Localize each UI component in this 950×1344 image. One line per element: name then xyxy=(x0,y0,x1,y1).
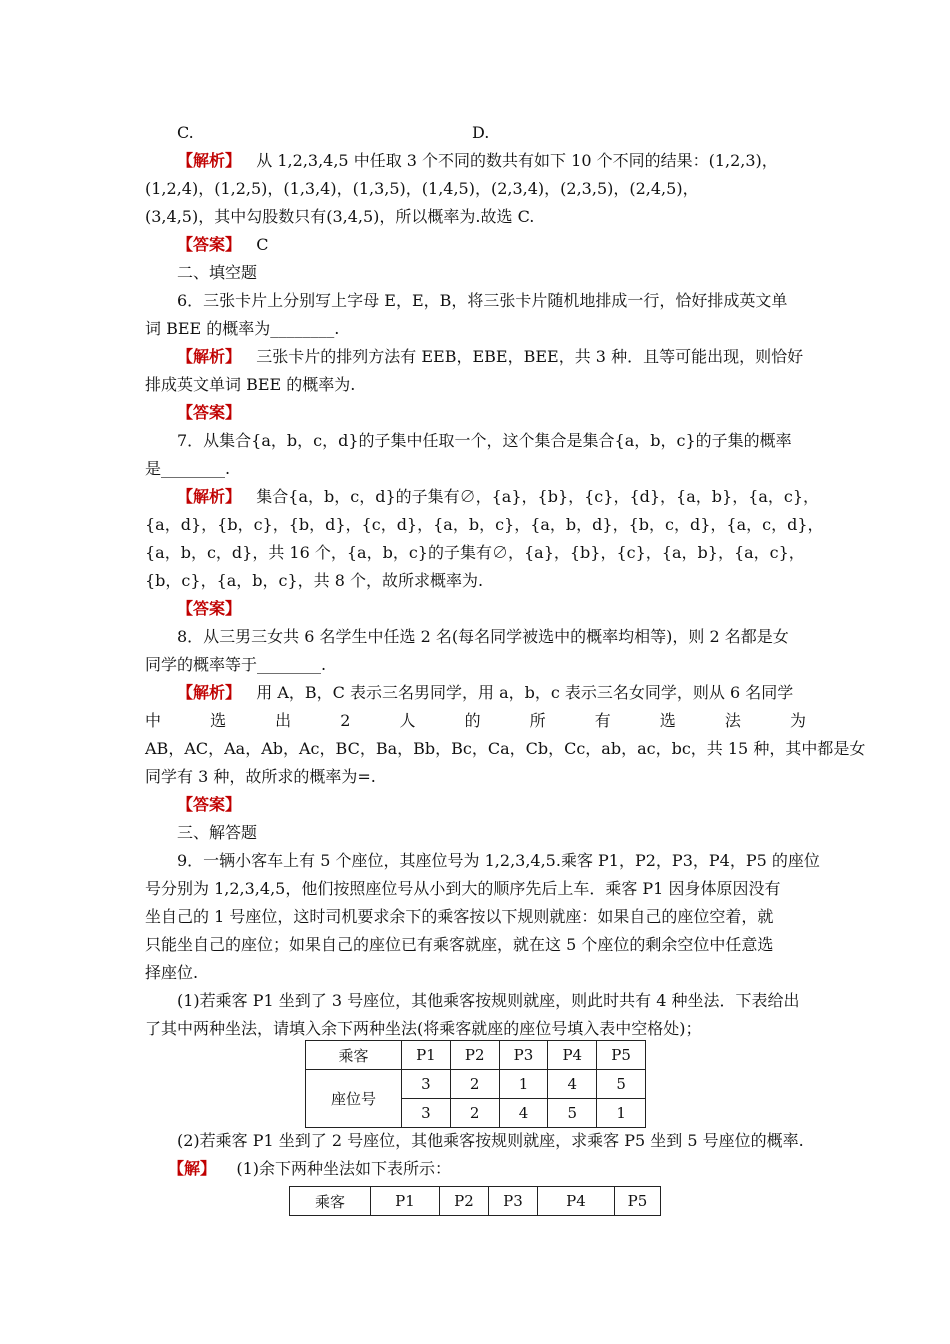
text: 从 1,2,3,4,5 中任取 3 个不同的数共有如下 10 个不同的结果：(1,2,3)， xyxy=(256,151,778,170)
header-cell: 乘客 xyxy=(290,1187,371,1216)
text-line: 同学的概率等于________. xyxy=(145,655,327,674)
answer-value: C xyxy=(256,235,269,254)
text-line: 只能坐自己的座位；如果自己的座位已有乘客就座，就在这 5 个座位的剩余空位中任意选 xyxy=(145,935,774,954)
header-cell: P2 xyxy=(440,1187,489,1216)
solution-tag: 【解】 xyxy=(168,1159,217,1178)
text-line: (3,4,5)，其中勾股数只有(3,4,5)，所以概率为.故选 C. xyxy=(145,207,535,226)
text-line: {b，c}，{a，b，c}，共 8 个，故所求概率为. xyxy=(145,571,484,590)
answer-tag-label: 【答案】 xyxy=(177,599,242,618)
table-cell: 2 xyxy=(450,1099,499,1128)
question-7: 7．从集合{a，b，c，d}的子集中任取一个，这个集合是集合{a，b，c}的子集的概率 xyxy=(177,431,792,450)
text-line: 号分别为 1,2,3,4,5，他们按照座位号从小到大的顺序先后上车．乘客 P1 因身体原因没有 xyxy=(145,879,781,898)
answer-tag-label: 【答案】 xyxy=(177,403,242,422)
table-row xyxy=(306,1070,646,1099)
word: 选 xyxy=(210,711,227,730)
header-cell: P4 xyxy=(538,1187,615,1216)
header-cell: P3 xyxy=(489,1187,538,1216)
solution-line xyxy=(168,1158,451,1180)
table-cell: 3 xyxy=(402,1070,451,1099)
word: 出 xyxy=(275,711,292,730)
header-cell: P1 xyxy=(371,1187,440,1216)
seating-table xyxy=(305,1040,646,1128)
text-line: (1,2,4)，(1,2,5)，(1,3,4)，(1,3,5)，(1,4,5)，(2,3,4)，(2,3,5)，(2,4,5)， xyxy=(145,179,699,198)
analysis-tag: 【解析】 xyxy=(177,487,242,506)
text-line: 择座位. xyxy=(145,963,199,982)
table-header-row xyxy=(306,1041,646,1070)
text: (1)余下两种坐法如下表所示： xyxy=(236,1159,452,1178)
word: 所 xyxy=(529,711,546,730)
table-cell: 4 xyxy=(548,1070,597,1099)
table-cell: 5 xyxy=(548,1099,597,1128)
analysis-tag: 【解析】 xyxy=(177,683,242,702)
text-line: AB，AC，Aa，Ab，Ac，BC，Ba，Bb，Bc，Ca，Cb，Cc，ab，ac，bc，共 15 种，其中都是女 xyxy=(145,739,866,758)
question-8: 8．从三男三女共 6 名学生中任选 2 名(每名同学被选中的概率均相等)，则 2 名都是女 xyxy=(177,627,789,646)
table-cell: 3 xyxy=(402,1099,451,1128)
question-6: 6．三张卡片上分别写上字母 E，E，B，将三张卡片随机地排成一行，恰好排成英文单 xyxy=(177,291,788,310)
answer-tag xyxy=(177,794,241,816)
answer-tag xyxy=(177,598,241,620)
analysis-line xyxy=(177,486,819,508)
answer-tag: 【答案】 xyxy=(177,235,242,254)
answer-tag-label: 【答案】 xyxy=(177,795,242,814)
word: 中 xyxy=(145,711,162,730)
answer-table xyxy=(289,1186,661,1216)
word: 人 xyxy=(399,711,416,730)
word: 有 xyxy=(594,711,611,730)
table-cell: 1 xyxy=(499,1070,548,1099)
word: 2 xyxy=(340,711,351,730)
answer-tag xyxy=(177,402,241,424)
word: 法 xyxy=(724,711,741,730)
header-cell: P5 xyxy=(615,1187,661,1216)
analysis-tag: 【解析】 xyxy=(177,347,242,366)
word: 的 xyxy=(464,711,481,730)
analysis-line xyxy=(177,346,803,368)
text-line: 词 BEE 的概率为________. xyxy=(145,319,340,338)
text-line: 了其中两种坐法，请填入余下两种坐法(将乘客就座的座位号填入表中空格处)； xyxy=(145,1019,702,1038)
option-c: C. xyxy=(177,123,194,142)
section-heading: 三、解答题 xyxy=(177,823,258,842)
text: 三张卡片的排列方法有 EEB，EBE，BEE，共 3 种．且等可能出现，则恰好 xyxy=(256,347,804,366)
word: 为 xyxy=(789,711,806,730)
text-line: 是________. xyxy=(145,459,231,478)
analysis-tag: 【解析】 xyxy=(177,151,242,170)
question-9: 9．一辆小客车上有 5 个座位，其座位号为 1,2,3,4,5.乘客 P1，P2，P3，P4，P5 的座位 xyxy=(177,851,820,870)
word: 选 xyxy=(659,711,676,730)
table-cell: 1 xyxy=(597,1099,646,1128)
text-line: 排成英文单词 BEE 的概率为. xyxy=(145,375,356,394)
table-cell: 2 xyxy=(450,1070,499,1099)
text-line: 坐自己的 1 号座位，这时司机要求余下的乘客按以下规则就座：如果自己的座位空着，就 xyxy=(145,907,774,926)
table-header-row xyxy=(290,1187,661,1216)
justified-line xyxy=(145,710,806,732)
answer-line xyxy=(177,234,269,256)
header-cell: P5 xyxy=(597,1041,646,1070)
text-line: {a，d}，{b，c}，{b，d}，{c，d}，{a，b，c}，{a，b，d}，{b，c，d}，{a，c，d}， xyxy=(145,515,824,534)
option-d: D. xyxy=(472,123,490,142)
analysis-line xyxy=(177,682,793,704)
table-cell: 4 xyxy=(499,1099,548,1128)
header-cell: 乘客 xyxy=(306,1041,402,1070)
text-line: 同学有 3 种，故所求的概率为=. xyxy=(145,767,376,786)
header-cell: P4 xyxy=(548,1041,597,1070)
analysis-line xyxy=(177,150,778,172)
sub-question-2: (2)若乘客 P1 坐到了 2 号座位，其他乘客按规则就座，求乘客 P5 坐到 5 号座位的概率. xyxy=(177,1131,804,1150)
sub-question-1: (1)若乘客 P1 坐到了 3 号座位，其他乘客按规则就座，则此时共有 4 种坐法．下表给出 xyxy=(177,991,800,1010)
header-cell: P2 xyxy=(450,1041,499,1070)
text-line: {a，b，c，d}，共 16 个，{a，b，c}的子集有∅，{a}，{b}，{c}，{a，b}，{a，c}， xyxy=(145,543,805,562)
text: 集合{a，b，c，d}的子集有∅，{a}，{b}，{c}，{d}，{a，b}，{a，c}， xyxy=(256,487,820,506)
text: 用 A，B，C 表示三名男同学，用 a，b，c 表示三名女同学，则从 6 名同学 xyxy=(256,683,794,702)
header-cell: P1 xyxy=(402,1041,451,1070)
row-label: 座位号 xyxy=(306,1070,402,1128)
header-cell: P3 xyxy=(499,1041,548,1070)
table-cell: 5 xyxy=(597,1070,646,1099)
section-heading: 二、填空题 xyxy=(177,263,258,282)
